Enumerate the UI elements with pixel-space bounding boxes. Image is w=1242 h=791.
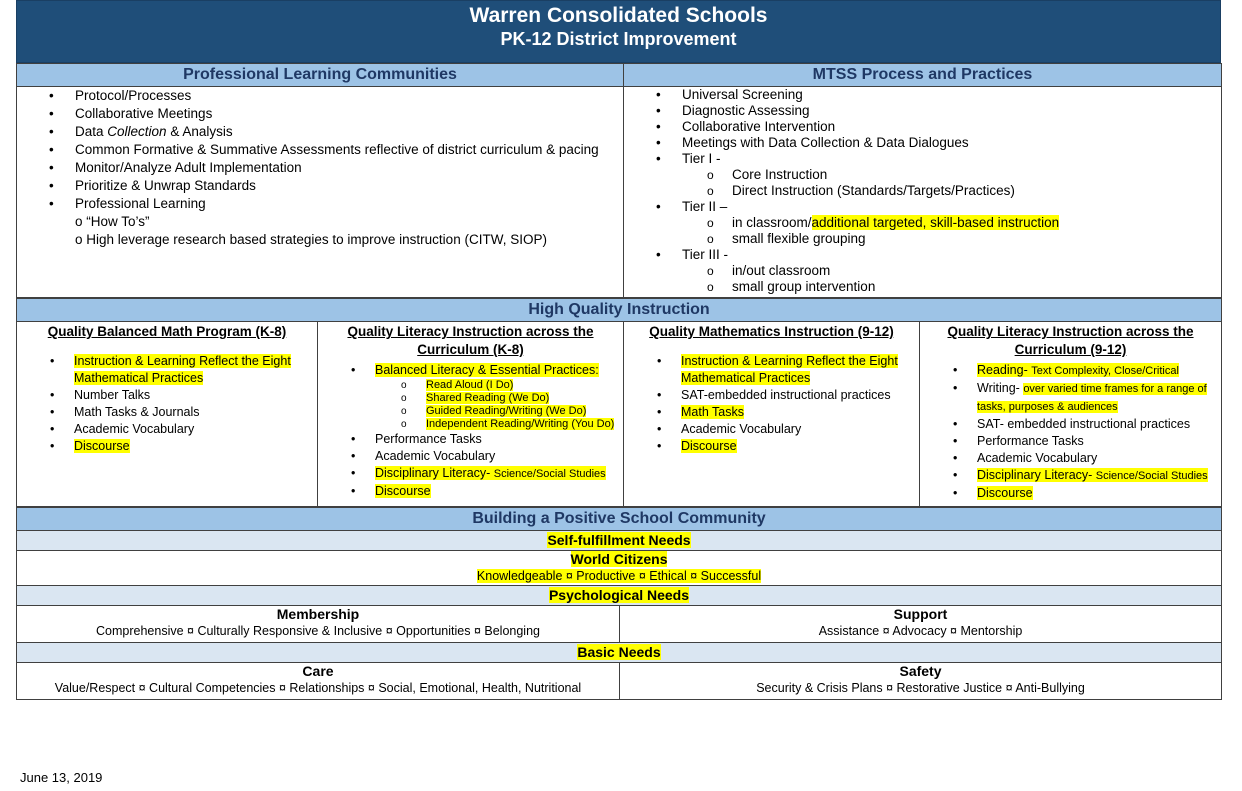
page-subtitle: PK-12 District Improvement [500, 29, 737, 49]
mtss-subitem: o in classroom/additional targeted, skill-based instruction [624, 215, 1221, 231]
self-fulfillment-heading: Self-fulfillment Needs [17, 531, 1222, 551]
world-citizens-title: World Citizens [570, 551, 668, 567]
psychological-heading: Psychological Needs [17, 586, 1222, 606]
hqi-col-literacy-k8 [318, 322, 624, 507]
world-citizens-cell [17, 551, 1222, 586]
plc-subitem: o High leverage research based strategies to improve instruction (CITW, SIOP) [75, 232, 547, 247]
hqi-item: • Discourse [17, 438, 317, 455]
hqi-item: • Academic Vocabulary [318, 448, 623, 465]
mtss-subitem: o Direct Instruction (Standards/Targets/Practices) [624, 183, 1221, 199]
plc-mtss-table [16, 63, 1222, 298]
mtss-item: • Tier II – [624, 199, 1221, 215]
hqi-item: • Writing- over varied time frames for a range of tasks, purposes & audiences [920, 380, 1221, 416]
hqi-subitem: o Guided Reading/Writing (We Do) [318, 405, 623, 418]
hqi-item: • SAT-embedded instructional practices [624, 387, 919, 404]
plc-item: • Collaborative Meetings [17, 105, 623, 123]
page-title: Warren Consolidated Schools [469, 4, 768, 27]
support-title: Support [893, 606, 948, 622]
hqi-heading: High Quality Instruction [17, 299, 1222, 322]
safety-traits: Security & Crisis Plans ¤ Restorative Justice ¤ Anti-Bullying [756, 681, 1085, 695]
care-cell [17, 663, 620, 700]
hqi-col-math-k8 [17, 322, 318, 507]
column-heading: Quality Literacy Instruction across the Curriculum (9-12) [947, 324, 1194, 357]
mtss-item: • Tier I - [624, 151, 1221, 167]
footer-date: June 13, 2019 [20, 770, 103, 785]
hqi-item: • Academic Vocabulary [624, 421, 919, 438]
hqi-subitem: o Read Aloud (I Do) [318, 379, 623, 392]
safety-title: Safety [899, 663, 942, 679]
community-table [16, 507, 1222, 700]
hqi-item: • Disciplinary Literacy- Science/Social Studies [318, 465, 623, 483]
plc-item: • Protocol/Processes [17, 87, 623, 105]
care-title: Care [302, 663, 334, 679]
mtss-subitem: o small group intervention [624, 279, 1221, 295]
hqi-item: • Math Tasks [624, 404, 919, 421]
basic-needs-heading: Basic Needs [17, 643, 1222, 663]
hqi-item: • Math Tasks & Journals [17, 404, 317, 421]
membership-cell [17, 606, 620, 643]
plc-item: • Common Formative & Summative Assessments reflective of district curriculum & pacing [17, 141, 623, 159]
plc-item: • Monitor/Analyze Adult Implementation [17, 159, 623, 177]
mtss-subitem: o small flexible grouping [624, 231, 1221, 247]
hqi-item: • Discourse [920, 485, 1221, 502]
improvement-plan [16, 0, 1221, 700]
hqi-item: • Academic Vocabulary [17, 421, 317, 438]
mtss-item: • Universal Screening [624, 87, 1221, 103]
hqi-item: • Discourse [624, 438, 919, 455]
mtss-subitem: o in/out classroom [624, 263, 1221, 279]
hqi-item: • Academic Vocabulary [920, 450, 1221, 467]
hqi-item: • Performance Tasks [920, 433, 1221, 450]
plc-heading: Professional Learning Communities [17, 64, 624, 87]
safety-cell [620, 663, 1222, 700]
plc-cell [17, 87, 624, 298]
hqi-item: • Balanced Literacy & Essential Practices: [318, 362, 623, 379]
hqi-item: • SAT- embedded instructional practices [920, 416, 1221, 433]
hqi-subitem: o Independent Reading/Writing (You Do) [318, 418, 623, 431]
hqi-table [16, 298, 1222, 507]
hqi-col-literacy-912 [920, 322, 1222, 507]
hqi-subitem: o Shared Reading (We Do) [318, 392, 623, 405]
column-heading: Quality Balanced Math Program (K-8) [47, 324, 287, 339]
column-heading: Quality Literacy Instruction across the Curriculum (K-8) [347, 324, 594, 357]
membership-title: Membership [276, 606, 360, 622]
column-heading: Quality Mathematics Instruction (9-12) [649, 324, 894, 339]
mtss-item: • Diagnostic Assessing [624, 103, 1221, 119]
hqi-item: • Performance Tasks [318, 431, 623, 448]
hqi-item: • Instruction & Learning Reflect the Eight Mathematical Practices [624, 353, 919, 387]
hqi-col-math-912 [624, 322, 920, 507]
mtss-item: • Meetings with Data Collection & Data Dialogues [624, 135, 1221, 151]
mtss-item: • Tier III - [624, 247, 1221, 263]
hqi-item: • Reading- Text Complexity, Close/Critical [920, 362, 1221, 380]
support-cell [620, 606, 1222, 643]
plc-subitem: o “How To’s” [75, 214, 150, 229]
plc-item: • Professional Learning [17, 195, 623, 213]
plan-header [16, 0, 1221, 63]
plc-item: • Prioritize & Unwrap Standards [17, 177, 623, 195]
support-traits: Assistance ¤ Advocacy ¤ Mentorship [818, 624, 1023, 638]
hqi-item: • Discourse [318, 483, 623, 500]
mtss-cell [624, 87, 1222, 298]
world-citizens-traits: Knowledgeable ¤ Productive ¤ Ethical ¤ Successful [476, 569, 762, 583]
mtss-heading: MTSS Process and Practices [624, 64, 1222, 87]
community-heading: Building a Positive School Community [17, 508, 1222, 531]
hqi-item: • Number Talks [17, 387, 317, 404]
mtss-item: • Collaborative Intervention [624, 119, 1221, 135]
plc-item: • Data Collection & Analysis [17, 123, 623, 141]
care-traits: Value/Respect ¤ Cultural Competencies ¤ Relationships ¤ Social, Emotional, Health, Nutritional [54, 681, 582, 695]
hqi-item: • Instruction & Learning Reflect the Eight Mathematical Practices [17, 353, 317, 387]
mtss-subitem: o Core Instruction [624, 167, 1221, 183]
membership-traits: Comprehensive ¤ Culturally Responsive & Inclusive ¤ Opportunities ¤ Belonging [96, 624, 540, 638]
hqi-item: • Disciplinary Literacy- Science/Social Studies [920, 467, 1221, 485]
